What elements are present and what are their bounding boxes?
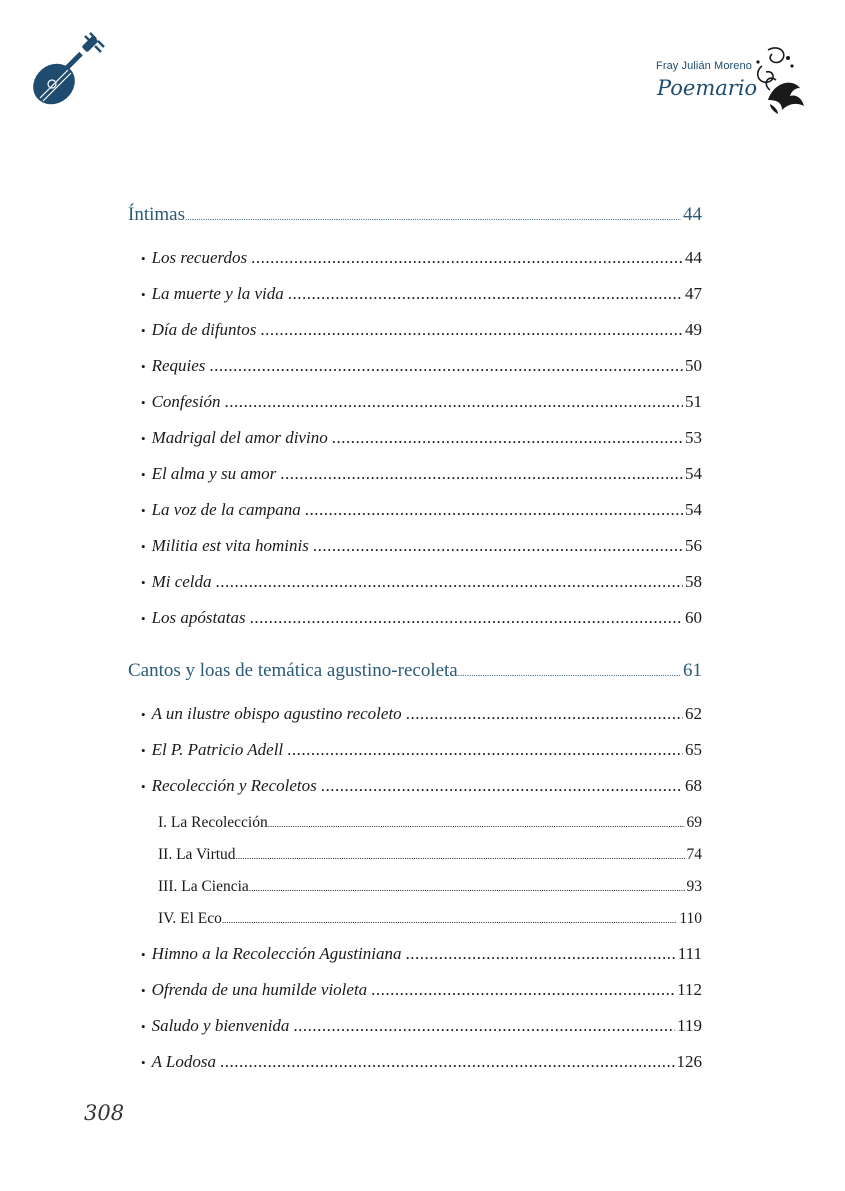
toc-entry[interactable]: [141, 776, 702, 796]
page-number: 44: [685, 248, 702, 267]
bullet: •: [141, 323, 146, 338]
subentry-title: IV. El Eco: [158, 910, 222, 927]
toc-entry[interactable]: [141, 740, 702, 760]
entry-title: Ofrenda de una humilde violeta: [151, 980, 368, 999]
toc-entry[interactable]: [141, 320, 702, 340]
entry-title: Los apóstatas: [151, 608, 246, 627]
page-number: 54: [685, 500, 702, 519]
page-number: 50: [685, 356, 702, 375]
dot-leader: [280, 464, 683, 484]
toc-entry[interactable]: [141, 464, 702, 484]
toc-entry[interactable]: [141, 608, 702, 628]
brand-author: Fray Julián Moreno: [656, 60, 752, 72]
toc-entry[interactable]: [141, 500, 702, 520]
entry-title: La voz de la campana: [151, 500, 301, 519]
brand-title: Poemario: [657, 76, 758, 100]
page-number: 56: [685, 536, 702, 555]
toc-subentry[interactable]: [158, 814, 702, 832]
toc-entry[interactable]: [141, 284, 702, 304]
toc-section-heading[interactable]: [128, 660, 702, 682]
subentry-title: II. La Virtud: [158, 846, 236, 863]
subentry-title: I. La Recolección: [158, 814, 268, 831]
toc-entry[interactable]: [141, 944, 702, 964]
toc-subentry[interactable]: [158, 846, 702, 864]
entry-title: El alma y su amor: [151, 464, 277, 483]
bullet: •: [141, 575, 146, 590]
page-number: 54: [685, 464, 702, 483]
folio-page-number: 308: [84, 1101, 125, 1125]
entry-title: Confesión: [151, 392, 221, 411]
dot-leader: [209, 356, 683, 376]
dot-leader: [305, 500, 683, 520]
page-number: 58: [685, 572, 702, 591]
dot-leader: [260, 320, 683, 340]
dot-leader: [249, 883, 685, 893]
dot-leader: [371, 980, 675, 1000]
dot-leader: [406, 704, 683, 724]
page-number: 44: [683, 204, 702, 225]
entry-title: Los recuerdos: [151, 248, 248, 267]
page-number: 68: [685, 776, 702, 795]
bullet: •: [141, 1055, 146, 1070]
page-number: 61: [683, 660, 702, 681]
entry-title: Día de difuntos: [151, 320, 257, 339]
dot-leader: [236, 851, 685, 861]
section-title: Íntimas: [128, 204, 185, 225]
toc-entry[interactable]: [141, 1052, 702, 1072]
dot-leader: [293, 1016, 675, 1036]
entry-title: La muerte y la vida: [151, 284, 284, 303]
section-title: Cantos y loas de temática agustino-recoleta: [128, 660, 458, 681]
entry-title: Saludo y bienvenida: [151, 1016, 290, 1035]
subentry-title: III. La Ciencia: [158, 878, 249, 895]
dot-leader: [405, 944, 675, 964]
bullet: •: [141, 611, 146, 626]
entry-title: Madrigal del amor divino: [151, 428, 328, 447]
entry-title: A Lodosa: [151, 1052, 216, 1071]
bullet: •: [141, 431, 146, 446]
bullet: •: [141, 743, 146, 758]
bullet: •: [141, 1019, 146, 1034]
lute-icon: [28, 32, 108, 110]
toc-entry[interactable]: [141, 704, 702, 724]
entry-title: Militia est vita hominis: [151, 536, 309, 555]
entry-title: El P. Patricio Adell: [151, 740, 284, 759]
bullet: •: [141, 947, 146, 962]
toc-entry[interactable]: [141, 980, 702, 1000]
brand-block: [650, 44, 810, 116]
bullet: •: [141, 503, 146, 518]
dot-leader: [185, 212, 681, 222]
toc-section-heading[interactable]: [128, 204, 702, 226]
dot-leader: [225, 392, 683, 412]
dot-leader: [321, 776, 683, 796]
page-number: 69: [686, 814, 702, 831]
scroll-ornament-icon: [748, 44, 808, 114]
dot-leader: [288, 284, 683, 304]
page-number: 53: [685, 428, 702, 447]
page-number: 60: [685, 608, 702, 627]
page-number: 65: [685, 740, 702, 759]
toc-entry[interactable]: [141, 356, 702, 376]
entry-title: Mi celda: [151, 572, 212, 591]
page-number: 74: [686, 846, 702, 863]
dot-leader: [287, 740, 683, 760]
page-number: 93: [686, 878, 702, 895]
toc-subentry[interactable]: [158, 910, 702, 928]
entry-title: Requies: [151, 356, 206, 375]
toc-subentry[interactable]: [158, 878, 702, 896]
bullet: •: [141, 287, 146, 302]
bullet: •: [141, 983, 146, 998]
toc-entry[interactable]: [141, 428, 702, 448]
bullet: •: [141, 251, 146, 266]
dot-leader: [216, 572, 683, 592]
entry-title: Recolección y Recoletos: [151, 776, 317, 795]
bullet: •: [141, 779, 146, 794]
page-number: 47: [685, 284, 702, 303]
toc-entry[interactable]: [141, 392, 702, 412]
entry-title: A un ilustre obispo agustino recoleto: [151, 704, 402, 723]
toc-entry[interactable]: [141, 536, 702, 556]
page-number: 111: [677, 944, 702, 963]
page-number: 126: [676, 1052, 702, 1071]
bullet: •: [141, 395, 146, 410]
dot-leader: [251, 248, 683, 268]
dot-leader: [220, 1052, 675, 1072]
page-number: 110: [679, 910, 702, 927]
page-number: 112: [677, 980, 702, 999]
toc-entry[interactable]: [141, 572, 702, 592]
entry-title: Himno a la Recolección Agustiniana: [151, 944, 402, 963]
dot-leader: [250, 608, 683, 628]
dot-leader: [458, 668, 681, 678]
toc-entry[interactable]: [141, 1016, 702, 1036]
page-number: 62: [685, 704, 702, 723]
dot-leader: [222, 915, 677, 925]
dot-leader: [313, 536, 683, 556]
dot-leader: [268, 819, 685, 829]
page-number: 119: [677, 1016, 702, 1035]
dot-leader: [332, 428, 683, 448]
bullet: •: [141, 539, 146, 554]
bullet: •: [141, 707, 146, 722]
page-number: 51: [685, 392, 702, 411]
page-number: 49: [685, 320, 702, 339]
bullet: •: [141, 467, 146, 482]
toc-entry[interactable]: [141, 248, 702, 268]
bullet: •: [141, 359, 146, 374]
